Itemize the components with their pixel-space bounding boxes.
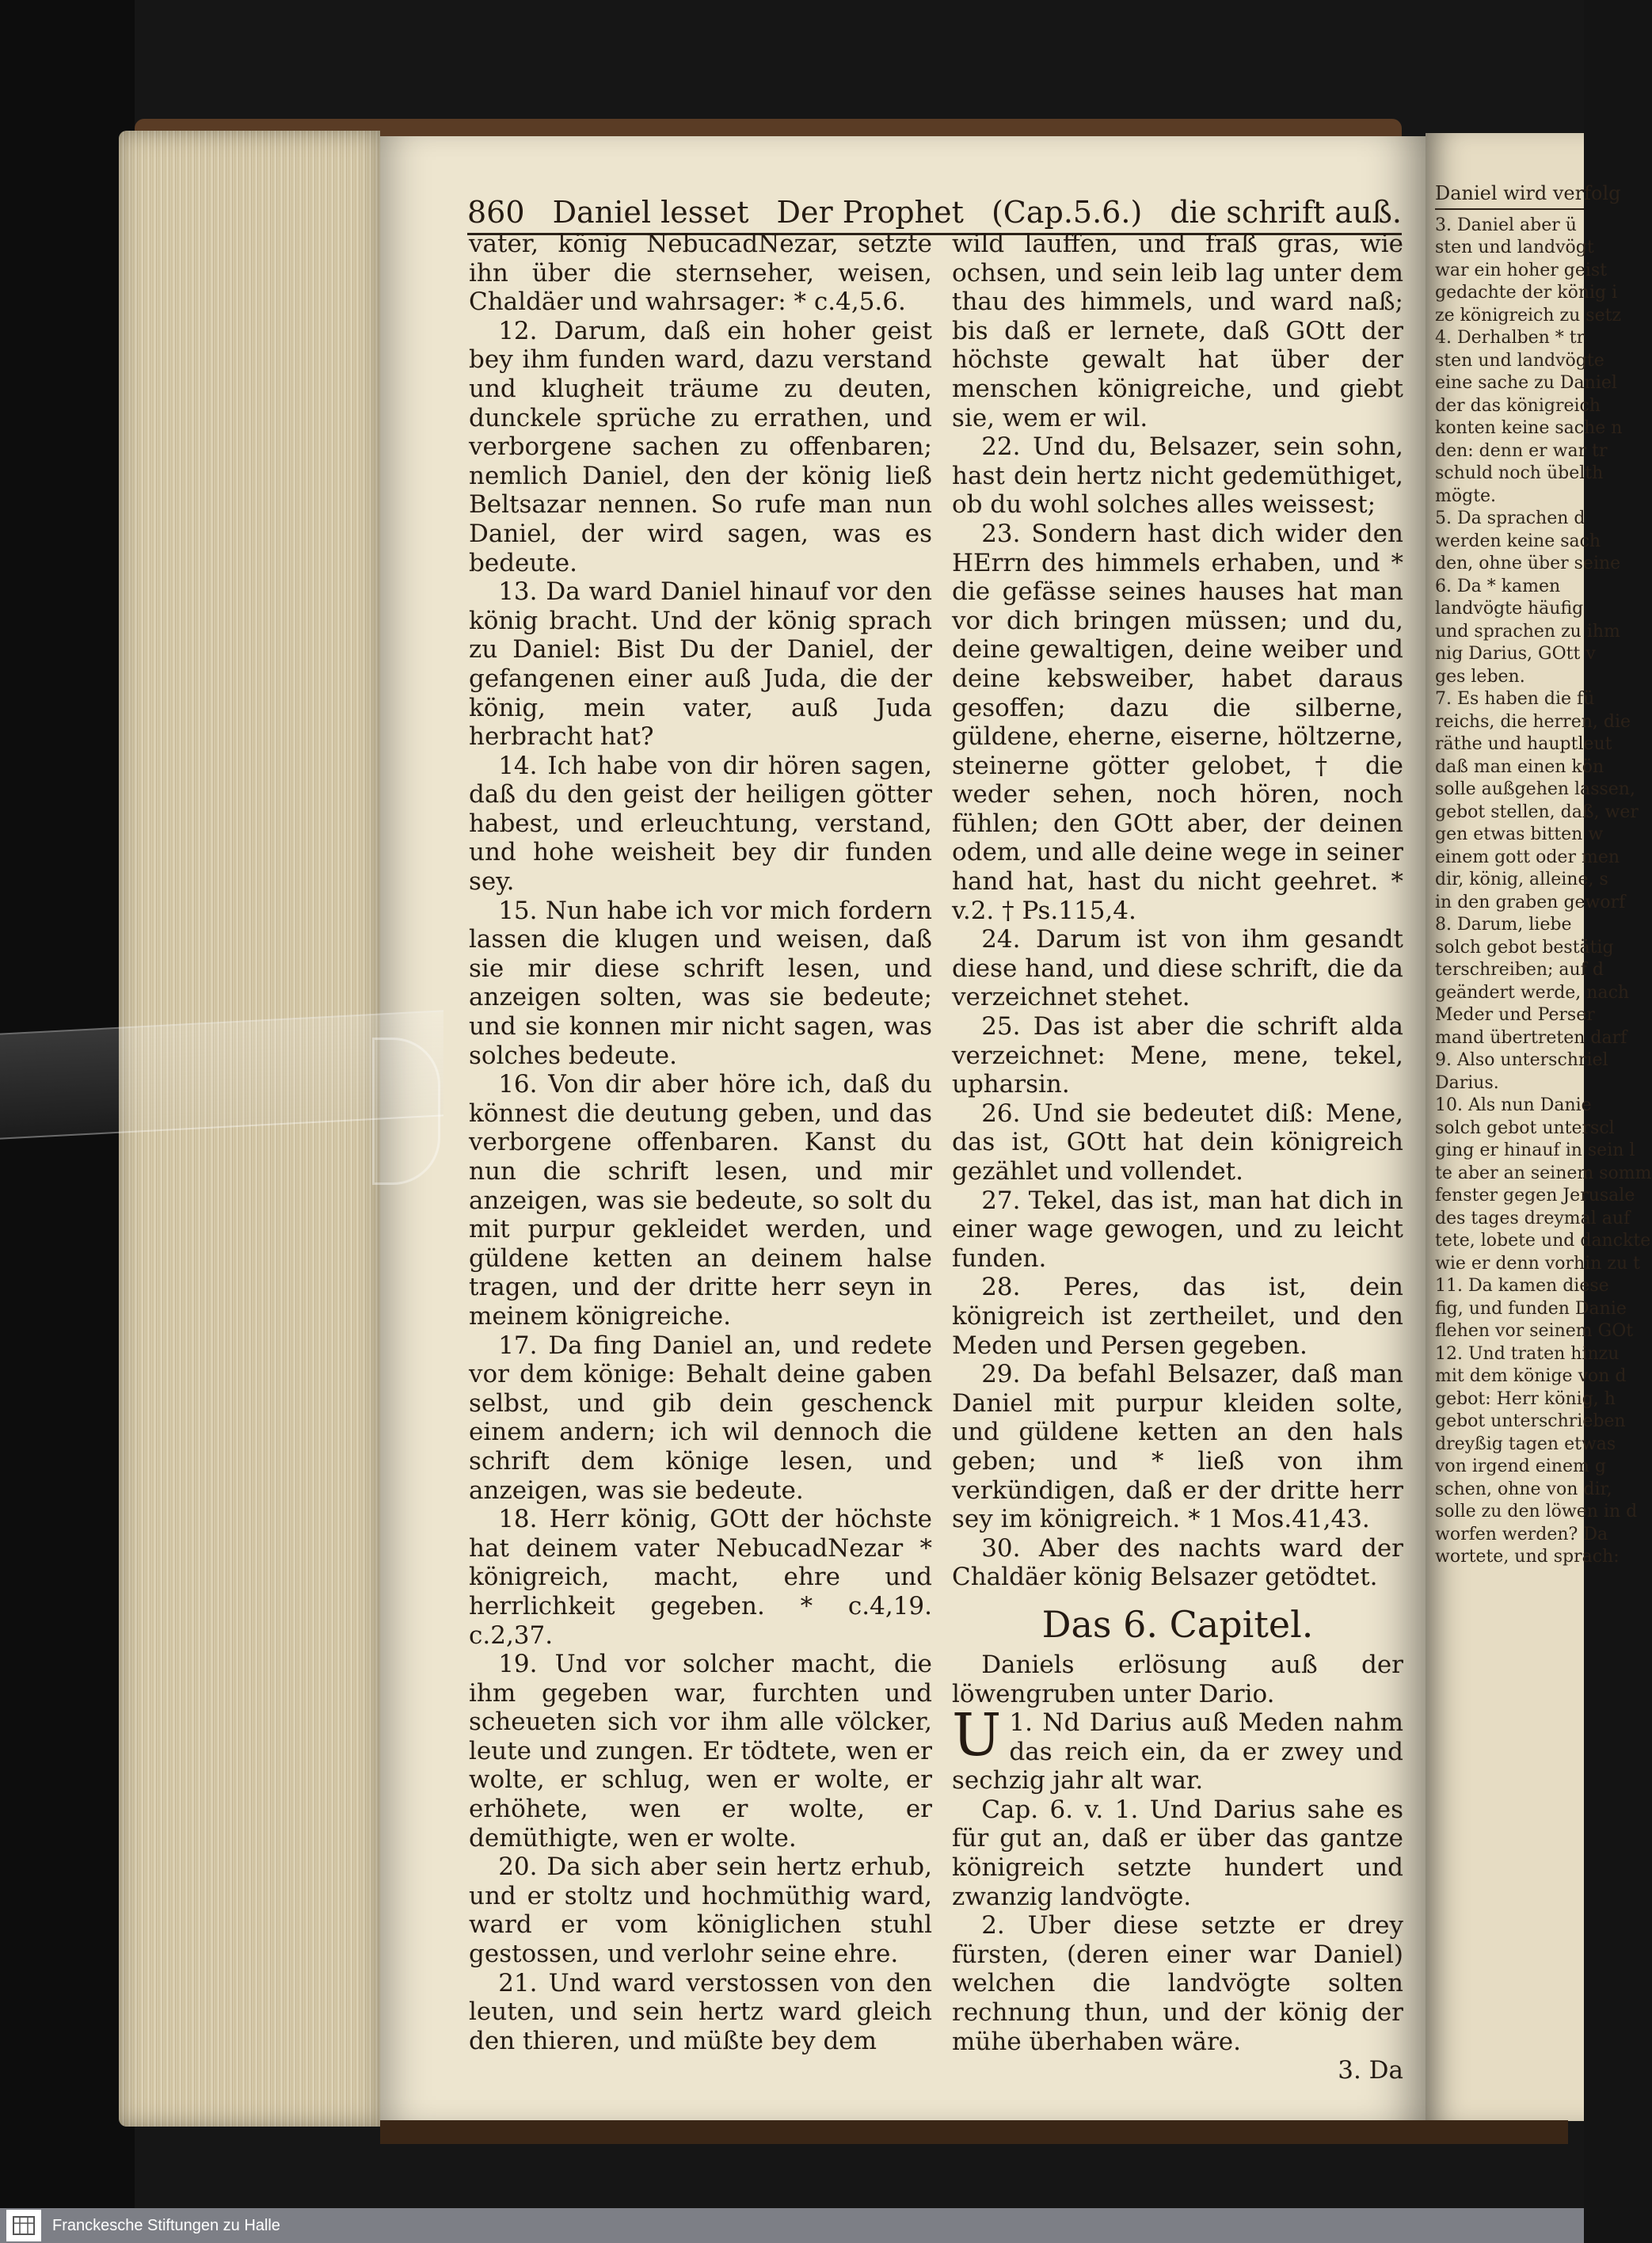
facing-page-line: daß man einen kön xyxy=(1435,756,1604,777)
facing-page-line: worfen werden? Da xyxy=(1435,1524,1608,1544)
verse-1-number: 1. xyxy=(1009,1708,1033,1738)
facing-page-line: te aber an seinem somm xyxy=(1435,1163,1652,1183)
verse-paragraph: 25. Das ist aber die schrift alda verzeichnet: Mene, mene, tekel, upharsin. xyxy=(952,1012,1403,1099)
verse-paragraph: 18. Herr könig, GOtt der höchste hat deinem vater NebucadNezar * königreich, macht, ehre und herrlichkeit gegeben. * c.4,19. c.2,37. xyxy=(469,1505,932,1650)
footer-bar xyxy=(0,2208,1584,2243)
verse-paragraph: vater, könig NebucadNezar, setzte ihn über die sternseher, weisen, Chaldäer und wahrsager: * c.4,5.6. xyxy=(469,230,932,317)
verse-paragraph: 12. Darum, daß ein hoher geist bey ihm funden ward, dazu verstand und klugheit träume zu deuten, dunckele sprüche zu errathen, und verborgene sachen zu offenbaren; nemlich Daniel, den der könig ließ Beltsazar nennen. So rufe man nun Daniel, der wird sagen, was es bedeute. xyxy=(469,316,932,577)
facing-page-line: geändert werde, nach xyxy=(1435,982,1630,1003)
facing-page-line: solle außgehen lassen, xyxy=(1435,779,1635,799)
facing-page-line: schuld noch übelth xyxy=(1435,463,1604,483)
facing-page-line: 7. Es haben die fü xyxy=(1435,689,1595,709)
facing-page-line: ze königreich zu setz xyxy=(1435,305,1622,326)
facing-page-line: werden keine sach xyxy=(1435,531,1601,551)
verse-paragraph: 15. Nun habe ich vor mich fordern lassen die klugen und weisen, daß sie mir diese schrift lesen, und anzeigen solten, was sie bedeute; und sie konnen mir nicht sagen, was solches bedeute. xyxy=(469,896,932,1070)
facing-page-header: Daniel wird verfolg xyxy=(1435,182,1584,210)
facing-page-line: gebot stellen, daß, wer xyxy=(1435,802,1639,822)
facing-page-line: räthe und hauptleut xyxy=(1435,734,1612,754)
institution-logo-icon xyxy=(6,2210,41,2241)
facing-page-line: mögte. xyxy=(1435,486,1497,506)
facing-page-line: den, ohne über seine xyxy=(1435,554,1621,573)
verses-chapter-5-end xyxy=(952,230,1403,1592)
facing-page-line: 8. Darum, liebe xyxy=(1435,915,1572,935)
facing-page-line: und sprachen zu ihm xyxy=(1435,621,1620,642)
verse-1-text: Nd Darius auß Meden nahm das reich ein, da er zwey und sechzig jahr alt war. xyxy=(952,1708,1403,1796)
facing-page-line: 10. Als nun Danie xyxy=(1435,1095,1592,1115)
facing-page-line: war ein hoher geist xyxy=(1435,260,1608,280)
verse-paragraph: Cap. 6. v. 1. Und Darius sahe es für gut an, daß er über das gantze königreich setzte hundert und zwanzig landvögte. xyxy=(952,1795,1403,1911)
verse-1 xyxy=(952,1701,1403,1796)
book-cover-bottom-edge xyxy=(380,2120,1568,2144)
facing-page-line: 5. Da sprachen d xyxy=(1435,508,1585,528)
text-column-right xyxy=(952,230,1403,2085)
verse-paragraph: wild lauffen, und fraß gras, wie ochsen, und sein leib lag unter dem thau des himmels, und ward naß; bis daß er lernete, daß GOtt der höchste gewalt hat über der menschen königreiche, und giebt sie, wem er wil. xyxy=(952,230,1403,432)
facing-page-line: wortete, und sprach: xyxy=(1435,1547,1620,1567)
verse-paragraph: 20. Da sich aber sein hertz erhub, und er stoltz und hochmüthig ward, ward er vom königlichen stuhl gestossen, und verlohr seine ehre. xyxy=(469,1853,932,1969)
facing-page-line: 11. Da kamen diese xyxy=(1435,1276,1609,1296)
facing-page-line: von irgend einem g xyxy=(1435,1457,1606,1476)
verse-paragraph: 28. Peres, das ist, dein königreich ist zertheilet, und den Meden und Persen gegeben. xyxy=(952,1273,1403,1360)
chapter-summary: Daniels erlösung auß der löwengruben unter Dario. xyxy=(952,1650,1403,1708)
verse-paragraph: 19. Und vor solcher macht, die ihm gegeben war, furchten und scheueten sich vor ihm alle völcker, leute und zungen. Er tödtete, wen er wolte, er schlug, wen er wolte, er erhöhete, wen er wolte, er demüthigte, wen er wolte. xyxy=(469,1650,932,1853)
verse-paragraph: 14. Ich habe von dir hören sagen, daß du den geist der heiligen götter habest, und erleuchtung, verstand, und hohe weisheit bey dir funden sey. xyxy=(469,751,932,897)
verse-paragraph: 26. Und sie bedeutet diß: Mene, das ist, GOtt hat dein königreich gezählet und vollendet. xyxy=(952,1099,1403,1186)
facing-page-text xyxy=(1435,182,1652,1569)
facing-page-line: flehen vor seinem GOt xyxy=(1435,1321,1634,1341)
verse-paragraph: 22. Und du, Belsazer, sein sohn, hast dein hertz nicht gedemüthiget, ob du wohl solches alles weissest; xyxy=(952,432,1403,520)
catchword: 3. Da xyxy=(1338,2056,1403,2085)
facing-page-line: fig, und funden Danie xyxy=(1435,1298,1627,1319)
facing-page-line: in den graben geworf xyxy=(1435,892,1626,912)
facing-page-line: landvögte häufig xyxy=(1435,599,1584,619)
verse-paragraph: 16. Von dir aber höre ich, daß du könnest die deutung geben, und das verborgene offenbaren. Kanst du nun die schrift lesen, und mir anzeigen, was sie bedeute, so solt du mit purpur gekleidet werden, und güldene ketten an deinem halse tragen, und der dritte herr seyn in meinem königreiche. xyxy=(469,1070,932,1331)
facing-page-line: mand übertreten darf xyxy=(1435,1027,1627,1048)
facing-page-line: schen, ohne von dir, xyxy=(1435,1479,1612,1499)
facing-page-line: 3. Daniel aber ü xyxy=(1435,215,1577,235)
facing-page-line: den: denn er war tr xyxy=(1435,440,1608,461)
facing-page-line: dreyßig tagen etwas xyxy=(1435,1434,1616,1454)
page-clamp-end xyxy=(372,1038,440,1185)
running-header xyxy=(467,182,1402,235)
verse-paragraph: 27. Tekel, das ist, man hat dich in einer wage gewogen, und zu leicht funden. xyxy=(952,1186,1403,1273)
facing-page-line: solch gebot bestätig xyxy=(1435,937,1614,958)
facing-page-line: Meder und Perser xyxy=(1435,1005,1595,1025)
facing-page-line: mit dem könige von d xyxy=(1435,1366,1627,1386)
facing-page-line: tete, lobete und danckte xyxy=(1435,1231,1651,1251)
facing-page-line: solch gebot unterscl xyxy=(1435,1118,1615,1138)
facing-page-line: sten und landvögte xyxy=(1435,350,1604,371)
facing-page-line: nig Darius, GOtt v xyxy=(1435,644,1596,664)
facing-page-line: terschreiben; auf d xyxy=(1435,960,1604,980)
facing-page-line: ging er hinauf in sein l xyxy=(1435,1141,1635,1160)
verse-paragraph: 24. Darum ist von ihm gesandt diese hand, und diese schrift, die da verzeichnet stehet. xyxy=(952,925,1403,1012)
chapter-title: Das 6. Capitel. xyxy=(1041,1602,1314,1646)
institution-name: Franckesche Stiftungen zu Halle xyxy=(52,2216,280,2234)
verse-paragraph: 23. Sondern hast dich wider den HErrn des himmels erhaben, und * die gefässe seines hauses hat man vor dich bringen müssen; und du, deine gewaltigen, deine weiber und deine kebsweiber, habet daraus gesoffen; dazu die silberne, güldene, eherne, eiserne, höltzerne, steinerne götter gelobet, † die weder sehen, noch hören, noch fühlen; den GOtt aber, der deinen odem, und alle deine wege in seiner hand hat, hast du nicht geehret. * v.2. † Ps.115,4. xyxy=(952,519,1403,925)
facing-page-line: eine sache zu Daniel xyxy=(1435,373,1617,393)
facing-page-line: gen etwas bitten w xyxy=(1435,824,1604,844)
verse-paragraph: 30. Aber des nachts ward der Chaldäer könig Belsazer getödtet. xyxy=(952,1533,1403,1592)
facing-page-line: 6. Da * kamen xyxy=(1435,576,1561,596)
verse-paragraph: 29. Da befahl Belsazer, daß man Daniel mit purpur kleiden solte, und güldene ketten an den hals geben; und * ließ von ihm verkündigen, daß er der dritte herr sey im königreich. * 1 Mos.41,43. xyxy=(952,1360,1403,1534)
page-number: 860 xyxy=(467,195,525,230)
facing-page-line: gedachte der könig i xyxy=(1435,283,1618,303)
facing-page-line: gebot unterschrieben xyxy=(1435,1411,1626,1431)
verse-paragraph: 21. Und ward verstossen von den leuten, und sein hertz ward gleich den thieren, und müßte bey dem xyxy=(469,1968,932,2055)
running-title-left: Daniel lesset xyxy=(552,195,749,230)
facing-page-line: gebot: Herr könig, h xyxy=(1435,1388,1616,1409)
facing-page-line: sten und landvögt xyxy=(1435,238,1594,257)
chapter-reference: (Cap.5.6.) xyxy=(991,195,1143,230)
verse-paragraph: 17. Da fing Daniel an, und redete vor dem könige: Behalt deine gaben selbst, und gib dein geschenck einem andern; ich wil dennoch die schrift dem könige lesen, und anzeigen, was sie bedeute. xyxy=(469,1331,932,1505)
facing-page-line: reichs, die herren, die xyxy=(1435,711,1631,732)
facing-page-line: solle zu den löwen in d xyxy=(1435,1502,1638,1521)
running-title-right: die schrift auß. xyxy=(1170,195,1402,230)
text-column-left xyxy=(469,230,932,2055)
drop-capital: U xyxy=(952,1701,1002,1770)
facing-page-line: konten keine sache n xyxy=(1435,418,1623,438)
facing-page-line: des tages dreymal auf xyxy=(1435,1208,1631,1228)
facing-page-lines xyxy=(1435,215,1652,1569)
facing-page-line: dir, könig, alleine, s xyxy=(1435,870,1608,889)
running-title-center: Der Prophet xyxy=(776,195,964,230)
verse-paragraph: 13. Da ward Daniel hinauf vor den könig bracht. Und der könig sprach zu Daniel: Bist Du der Daniel, der gefangenen einer auß Juda, die der könig, mein vater, auß Juda herbracht hat? xyxy=(469,577,932,752)
facing-page-line: Darius. xyxy=(1435,1072,1499,1093)
facing-page-line: 12. Und traten hinzu xyxy=(1435,1343,1620,1364)
facing-page-line: wie er denn vorhin zu t xyxy=(1435,1253,1640,1274)
facing-page-line: 4. Derhalben * tr xyxy=(1435,328,1585,348)
facing-page-line: der das königreich xyxy=(1435,395,1601,416)
facing-page-line: einem gott oder men xyxy=(1435,847,1620,867)
facing-page-line: fenster gegen Jerusale xyxy=(1435,1186,1635,1205)
verse-paragraph: 2. Uber diese setzte er drey fürsten, (deren einer war Daniel) welchen die landvögte solten rechnung thun, und der könig der mühe überhaben wäre. xyxy=(952,1911,1403,2056)
facing-page-line: 9. Also unterschriel xyxy=(1435,1050,1608,1070)
facing-page-line: ges leben. xyxy=(1435,666,1525,687)
verses-chapter-6 xyxy=(952,1796,1403,2056)
